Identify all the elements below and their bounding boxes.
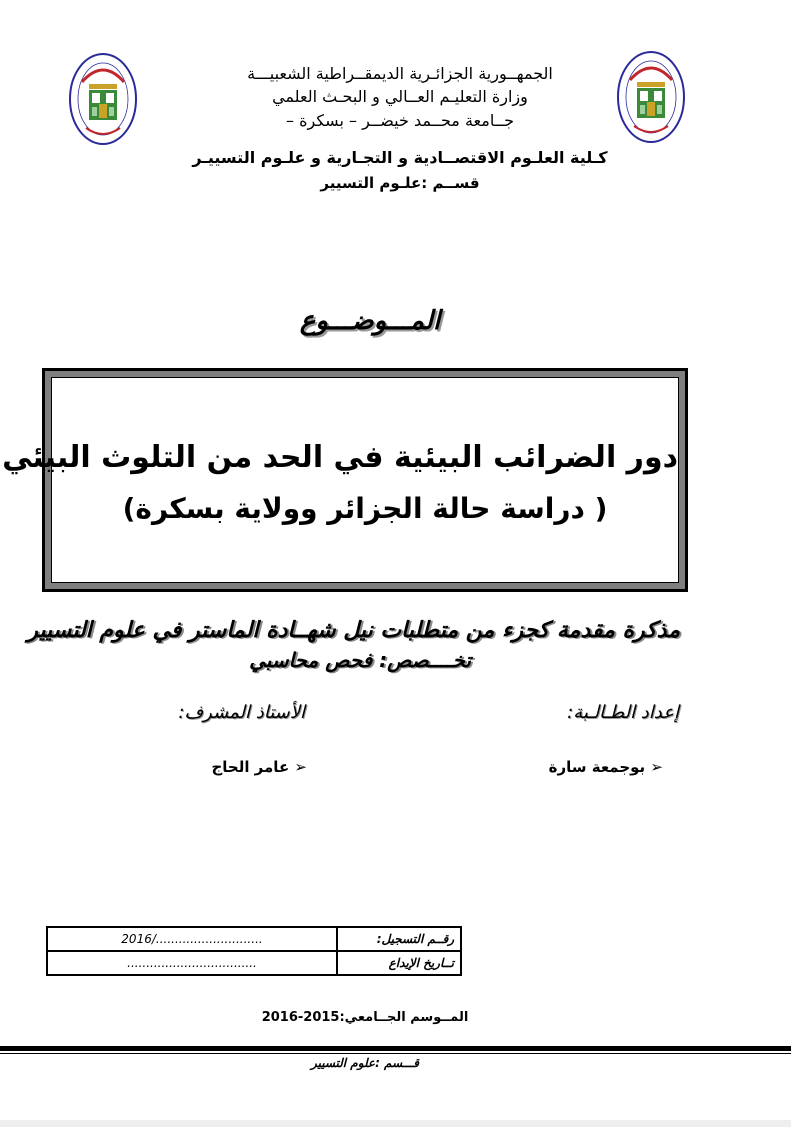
department-name: قســم :علـوم التسيير bbox=[320, 174, 480, 192]
arrow-bullet-icon: ➢ bbox=[294, 758, 307, 776]
thesis-subtitle: ( دراسة حالة الجزائر وولاية بسكرة) bbox=[122, 492, 608, 525]
supervisor-label: الأستاذ المشرف: bbox=[178, 702, 305, 723]
prepared-by-label: إعداد الطـالـبة: bbox=[567, 702, 679, 723]
memo-description: مذكرة مقدمة كجزء من متطلبات نيل شهــادة الماستر في علوم التسيير bbox=[27, 618, 680, 643]
republic-name: الجمهــورية الجزائـرية الديمقــراطية الشعبيـــة bbox=[247, 64, 553, 83]
table-row bbox=[47, 927, 461, 951]
thesis-title: دور الضرائب البيئية في الحد من التلوث البيئي bbox=[2, 440, 678, 475]
footer-divider-thin bbox=[0, 1053, 791, 1054]
specialization: تخــــصص: فحص محاسبي bbox=[249, 648, 471, 672]
table-row bbox=[47, 951, 461, 975]
footer-department: قـــسم :علوم التسيير bbox=[310, 1056, 420, 1070]
registration-table bbox=[46, 926, 462, 976]
arrow-bullet-icon: ➢ bbox=[650, 758, 663, 776]
deposit-date-value: .................................. bbox=[47, 951, 337, 975]
title-box bbox=[2, 368, 688, 592]
footer-divider-thick bbox=[0, 1046, 791, 1051]
academic-season: المــوسم الجــامعي:2015-2016 bbox=[261, 1010, 469, 1025]
ministry-name: وزارة التعليـم العــالي و البحـث العلمي bbox=[272, 87, 528, 106]
page-bottom-edge bbox=[0, 1120, 791, 1127]
university-name: جــامعة محــمد خيضــر – بسكرة – bbox=[286, 111, 514, 130]
supervisor-name-row bbox=[211, 758, 307, 776]
registration-number-label: رقــم التسجيل: bbox=[337, 927, 461, 951]
student-name: بوجمعة سارة bbox=[548, 758, 646, 776]
title-box-inner bbox=[2, 377, 679, 583]
deposit-date-label: تــاريخ الإيداع bbox=[337, 951, 461, 975]
registration-number-value: ............................/2016 bbox=[47, 927, 337, 951]
subject-heading: المـــوضـــوع bbox=[299, 306, 441, 336]
student-name-row bbox=[549, 758, 663, 776]
faculty-name: كـلية العلـوم الاقتصــادية و التجـارية و علـوم التسييـر bbox=[192, 148, 608, 167]
supervisor-name: عامر الحاج bbox=[211, 758, 290, 776]
